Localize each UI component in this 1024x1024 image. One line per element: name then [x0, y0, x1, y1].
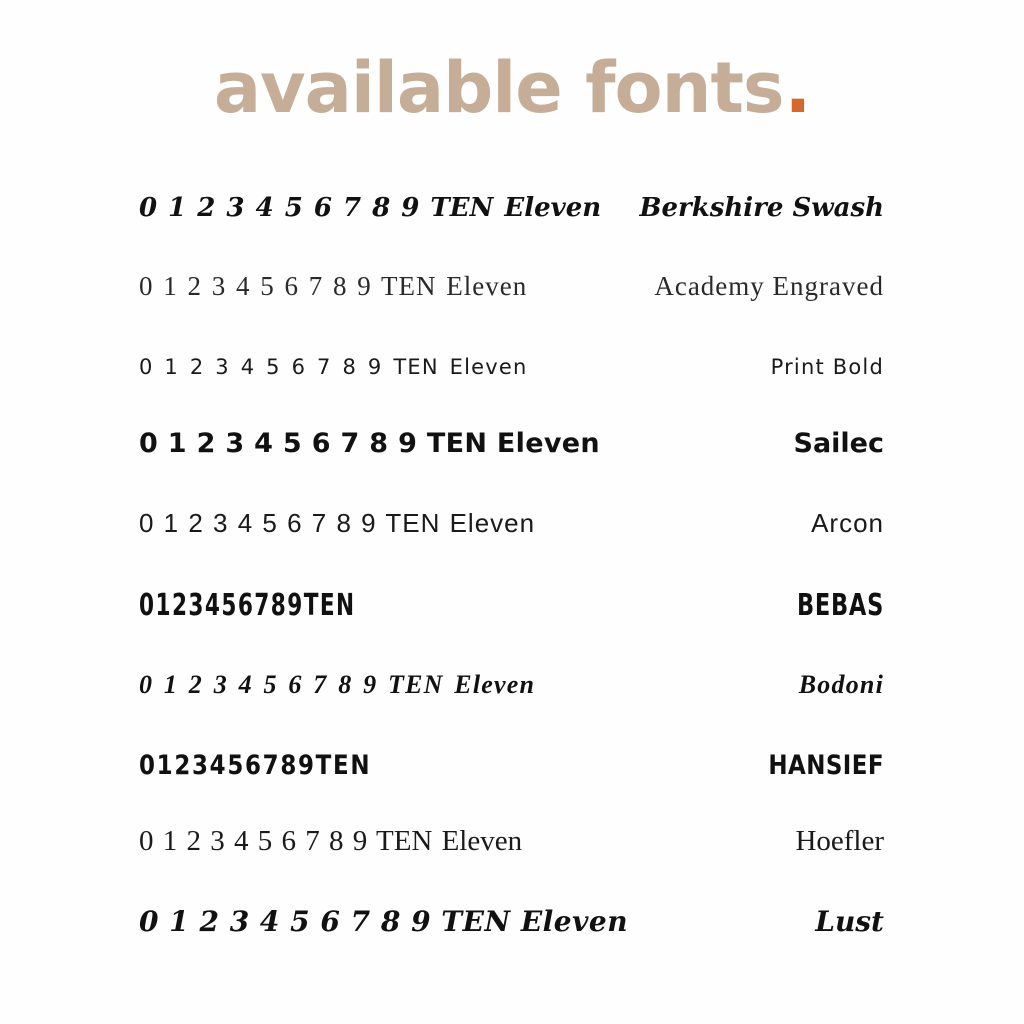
font-name: Berkshire Swash [639, 193, 884, 223]
font-sample: 0 1 2 3 4 5 6 7 8 9 TEN Eleven [139, 824, 523, 857]
title-dot: . [784, 47, 811, 129]
font-name: Sailec [793, 427, 884, 459]
font-row-print-bold [139, 342, 884, 392]
font-row-bebas [139, 580, 884, 630]
font-row-hoefler [139, 816, 884, 866]
font-name: Lust [815, 904, 884, 938]
font-row-sailec [139, 418, 884, 468]
font-name: Print Bold [770, 355, 884, 379]
page-title [0, 40, 1024, 136]
font-row-arcon [139, 498, 884, 548]
font-row-lust [139, 896, 884, 946]
font-name: Bodoni [798, 670, 884, 699]
font-name: Academy Engraved [654, 270, 884, 301]
font-row-hansief [139, 740, 884, 790]
font-name: Arcon [811, 507, 884, 538]
font-name: Hoefler [795, 824, 884, 857]
font-name: BEBAS [796, 587, 884, 623]
font-sample: 0 1 2 3 4 5 6 7 8 9 TEN Eleven [139, 670, 536, 699]
font-sample: 0 1 2 3 4 5 6 7 8 9 TEN Eleven [139, 270, 528, 301]
font-sample: 0123456789TEN [139, 749, 372, 781]
font-name: HANSIEF [768, 749, 884, 781]
font-sample: 0 1 2 3 4 5 6 7 8 9 TEN Eleven [139, 904, 629, 938]
font-sample: 0 1 2 3 4 5 6 7 8 9 TEN Eleven [139, 193, 602, 223]
font-sample: 0 1 2 3 4 5 6 7 8 9 TEN Eleven [139, 427, 600, 459]
font-sample: 0 1 2 3 4 5 6 7 8 9 TEN Eleven [139, 507, 536, 538]
font-row-bodoni [139, 660, 884, 710]
font-sample: 0 1 2 3 4 5 6 7 8 9 TEN Eleven [139, 355, 528, 379]
font-sample: 0123456789TEN [139, 587, 356, 623]
font-row-academy-engraved [139, 261, 884, 311]
font-row-berkshire-swash [139, 183, 884, 233]
title-text: available fonts [213, 47, 784, 129]
